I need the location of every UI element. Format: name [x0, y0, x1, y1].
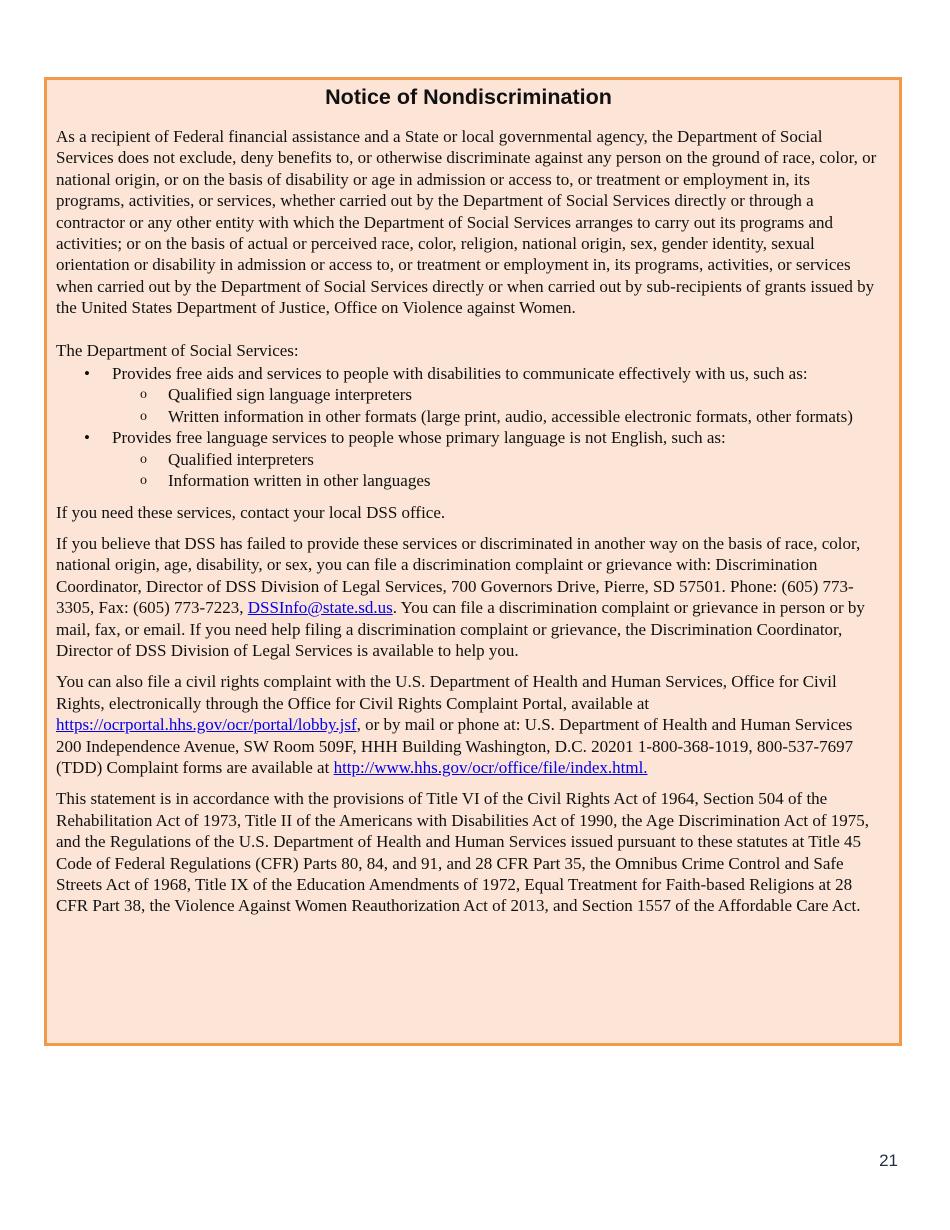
- legal-statement: This statement is in accordance with the provisions of Title VI of the Civil Rights Act of 1964, Section 504 of the Rehabilitation Act of 1973, Title II of the Americans with Disabilities Act of 1990, the Age Discrimination Act of 1975, and the Regulations of the U.S. Department of Health and Human Services issued pursuant to these statutes at Title 45 Code of Federal Regulations (CFR) Parts 80, 84, and 91, and 28 CFR Part 35, the Omnibus Crime Control and Safe Streets Act of 1968, Title IX of the Education Amendments of 1972, Equal Treatment for Faith-based Religions at 28 CFR Part 38, the Violence Against Women Reauthorization Act of 2013, and Section 1557 of the Affordable Care Act.: [56, 789, 870, 916]
- complaint-paragraph: [56, 533, 881, 661]
- page-number: 21: [879, 1151, 898, 1170]
- list-item: [56, 427, 881, 491]
- services-list: [56, 363, 881, 491]
- sub-list: [112, 449, 881, 492]
- sub-list: [112, 384, 881, 427]
- civil-rights-text-middle: , or by mail or phone at: U.S. Department of Health and Human Services 200 Independence Avenue, SW Room 509F, HHH Building Washington, D.C. 20201 1-800-368-1019, 800-537-7697 (TDD) Complaint forms are available at: [56, 715, 854, 777]
- services-intro: The Department of Social Services:: [56, 340, 299, 360]
- list-item: [56, 363, 881, 427]
- complaint-text-before: If you believe that DSS has failed to provide these services or discriminated in another way on the basis of race, color, national origin, age, disability, or sex, you can file a discrimination complaint or grievance with: Discrimination Coordinator, Director of DSS Division of Legal Services, 700 Governors Drive, Pierre, SD 57501. Phone: (605) 773-3305, Fax: (605) 773-7223,: [56, 533, 861, 618]
- notice-title: Notice of Nondiscrimination: [325, 85, 612, 109]
- contact-line: If you need these services, contact your local DSS office.: [56, 502, 446, 522]
- civil-rights-paragraph: [56, 671, 881, 778]
- hhs-forms-link[interactable]: http://www.hhs.gov/ocr/office/file/index.html.: [333, 757, 648, 777]
- civil-rights-text-before: You can also file a civil rights complaint with the U.S. Department of Health and Human Services, Office for Civil Rights, electronically through the Office for Civil Rights Complaint Portal, available at: [56, 672, 837, 713]
- sub-list-item: o Information written in other languages: [56, 470, 881, 491]
- email-link[interactable]: DSSInfo@state.sd.us: [247, 598, 393, 618]
- complaint-text-after: . You can file a discrimination complaint or grievance in person or by mail, fax, or email. If you need help filing a discrimination complaint or grievance, the Discrimination Coordinator, Director of DSS Division of Legal Services is available to help you.: [56, 598, 865, 660]
- sub-list-item: o Qualified interpreters: [56, 449, 881, 470]
- nondiscrimination-statement: As a recipient of Federal financial assistance and a State or local governmental agency, the Department of Social Services does not exclude, deny benefits to, or otherwise discriminate against any person on the ground of race, color, or national origin, or on the basis of disability or age in admission or access to, or treatment or employment in, its programs, activities, or services, whether carried out by the Department of Social Services directly or through a contractor or any other entity with which the Department of Social Services arranges to carry out its programs and activities; or on the basis of actual or perceived race, color, religion, national origin, sex, gender identity, sexual orientation or disability in admission or access to, or treatment or employment in, its programs, activities, or services when carried out by the Department of Social Services directly or when carried out by sub-recipients of grants issued by the United States Department of Justice, Office on Violence against Women.: [56, 127, 877, 318]
- sub-list-item: o Qualified sign language interpreters: [56, 384, 881, 405]
- sub-list-item: o Written information in other formats (large print, audio, accessible electronic formats, other formats): [56, 406, 881, 427]
- bullet-text-disabilities: Provides free aids and services to people with disabilities to communicate effectively with us, such as:: [112, 364, 808, 384]
- notice-box: [44, 77, 902, 1046]
- ocr-portal-link[interactable]: https://ocrportal.hhs.gov/ocr/portal/lobby.jsf: [56, 715, 357, 735]
- bullet-text-language: Provides free language services to people whose primary language is not English, such as:: [112, 428, 726, 448]
